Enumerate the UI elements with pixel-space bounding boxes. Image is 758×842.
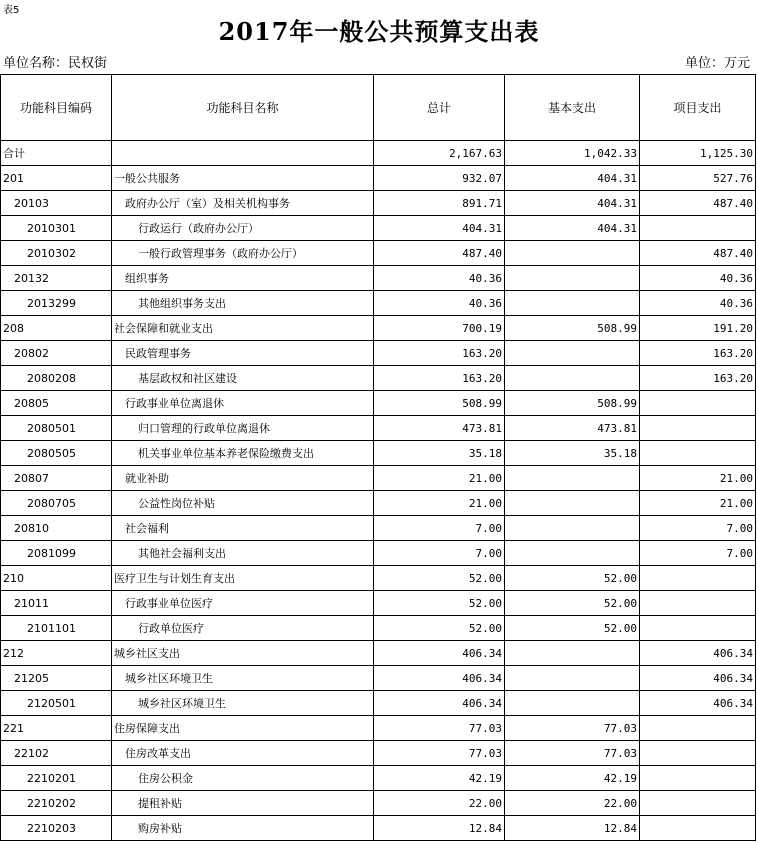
row-basic-cell: 473.81: [505, 416, 640, 441]
row-code-cell: 20807: [1, 466, 112, 491]
header-name: 功能科目名称: [112, 75, 374, 141]
currency-unit-label: 单位：万元: [684, 56, 750, 71]
row-total-cell: 406.34: [374, 691, 505, 716]
row-name-cell: 民政管理事务: [112, 341, 374, 366]
row-basic-cell: 52.00: [505, 591, 640, 616]
row-project-cell: 191.20: [640, 316, 756, 341]
table-row: [1, 191, 756, 216]
row-basic-cell: 508.99: [505, 391, 640, 416]
row-project-cell: [640, 816, 756, 841]
row-name-cell: 其他社会福利支出: [112, 541, 374, 566]
row-name-cell: 城乡社区环境卫生: [112, 666, 374, 691]
row-name-cell: 机关事业单位基本养老保险缴费支出: [112, 441, 374, 466]
row-code-cell: 2080505: [1, 441, 112, 466]
row-total-cell: 22.00: [374, 791, 505, 816]
row-code-cell: 221: [1, 716, 112, 741]
row-code-cell: 2081099: [1, 541, 112, 566]
row-basic-cell: [505, 241, 640, 266]
row-name-cell: 一般行政管理事务（政府办公厅）: [112, 241, 374, 266]
row-code-cell: 2120501: [1, 691, 112, 716]
row-total-cell: 508.99: [374, 391, 505, 416]
row-name-cell: 社会保障和就业支出: [112, 316, 374, 341]
table-row: [1, 441, 756, 466]
row-basic-cell: 52.00: [505, 566, 640, 591]
row-basic-cell: [505, 466, 640, 491]
row-total-cell: 473.81: [374, 416, 505, 441]
row-project-cell: 1,125.30: [640, 141, 756, 166]
row-total-cell: 77.03: [374, 741, 505, 766]
row-total-cell: 42.19: [374, 766, 505, 791]
page-title: 2017年一般公共预算支出表: [218, 17, 540, 46]
table-row: [1, 291, 756, 316]
row-name-cell: 公益性岗位补贴: [112, 491, 374, 516]
row-project-cell: [640, 591, 756, 616]
row-total-cell: 77.03: [374, 716, 505, 741]
row-basic-cell: 404.31: [505, 216, 640, 241]
row-code-cell: 21205: [1, 666, 112, 691]
table-row: [1, 391, 756, 416]
row-project-cell: [640, 741, 756, 766]
row-code-cell: 20802: [1, 341, 112, 366]
row-total-cell: 891.71: [374, 191, 505, 216]
row-project-cell: [640, 616, 756, 641]
row-name-cell: 就业补助: [112, 466, 374, 491]
table-row: [1, 491, 756, 516]
table-row: [1, 641, 756, 666]
row-basic-cell: 1,042.33: [505, 141, 640, 166]
row-basic-cell: 404.31: [505, 166, 640, 191]
row-total-cell: 2,167.63: [374, 141, 505, 166]
row-total-cell: 487.40: [374, 241, 505, 266]
table-row: [1, 316, 756, 341]
row-basic-cell: [505, 266, 640, 291]
table-row: [1, 591, 756, 616]
row-project-cell: 7.00: [640, 516, 756, 541]
row-basic-cell: [505, 491, 640, 516]
row-name-cell: 社会福利: [112, 516, 374, 541]
row-code-cell: 20810: [1, 516, 112, 541]
row-code-cell: 2210203: [1, 816, 112, 841]
row-code-cell: 合计: [1, 141, 112, 166]
table-row: [1, 691, 756, 716]
row-code-cell: 2080208: [1, 366, 112, 391]
row-name-cell: 行政单位医疗: [112, 616, 374, 641]
row-name-cell: 城乡社区环境卫生: [112, 691, 374, 716]
row-project-cell: [640, 716, 756, 741]
row-basic-cell: 508.99: [505, 316, 640, 341]
row-total-cell: 7.00: [374, 516, 505, 541]
row-name-cell: 住房保障支出: [112, 716, 374, 741]
row-name-cell: 医疗卫生与计划生育支出: [112, 566, 374, 591]
row-total-cell: 932.07: [374, 166, 505, 191]
table-row: [1, 766, 756, 791]
row-project-cell: 7.00: [640, 541, 756, 566]
row-basic-cell: 22.00: [505, 791, 640, 816]
header-basic: 基本支出: [505, 75, 640, 141]
row-project-cell: 487.40: [640, 191, 756, 216]
row-project-cell: 406.34: [640, 691, 756, 716]
row-total-cell: 52.00: [374, 591, 505, 616]
table-row: [1, 566, 756, 591]
row-project-cell: [640, 416, 756, 441]
row-code-cell: 2010302: [1, 241, 112, 266]
row-project-cell: 406.34: [640, 666, 756, 691]
row-code-cell: 20103: [1, 191, 112, 216]
row-total-cell: 52.00: [374, 616, 505, 641]
row-name-cell: 行政事业单位医疗: [112, 591, 374, 616]
row-total-cell: 7.00: [374, 541, 505, 566]
row-basic-cell: 42.19: [505, 766, 640, 791]
table-row: [1, 541, 756, 566]
table-row: [1, 791, 756, 816]
row-code-cell: 212: [1, 641, 112, 666]
row-code-cell: 201: [1, 166, 112, 191]
row-total-cell: 40.36: [374, 266, 505, 291]
row-code-cell: 2080705: [1, 491, 112, 516]
row-code-cell: 21011: [1, 591, 112, 616]
row-name-cell: [112, 141, 374, 166]
row-code-cell: 2080501: [1, 416, 112, 441]
row-project-cell: [640, 216, 756, 241]
row-project-cell: [640, 566, 756, 591]
row-code-cell: 210: [1, 566, 112, 591]
row-name-cell: 行政运行（政府办公厅）: [112, 216, 374, 241]
table-row: [1, 266, 756, 291]
row-code-cell: 2210201: [1, 766, 112, 791]
row-total-cell: 404.31: [374, 216, 505, 241]
row-total-cell: 35.18: [374, 441, 505, 466]
row-name-cell: 其他组织事务支出: [112, 291, 374, 316]
row-project-cell: [640, 791, 756, 816]
row-code-cell: 2210202: [1, 791, 112, 816]
row-project-cell: 487.40: [640, 241, 756, 266]
budget-table: [0, 74, 756, 841]
row-basic-cell: [505, 541, 640, 566]
row-total-cell: 12.84: [374, 816, 505, 841]
unit-name-label: 单位名称：民权街: [3, 56, 108, 71]
row-total-cell: 700.19: [374, 316, 505, 341]
table-row: [1, 816, 756, 841]
row-name-cell: 归口管理的行政单位离退休: [112, 416, 374, 441]
table-row: [1, 616, 756, 641]
row-basic-cell: [505, 641, 640, 666]
row-basic-cell: 12.84: [505, 816, 640, 841]
table-row: [1, 741, 756, 766]
table-body: [1, 141, 756, 841]
table-header-row: [1, 75, 756, 141]
row-name-cell: 住房公积金: [112, 766, 374, 791]
row-basic-cell: 404.31: [505, 191, 640, 216]
row-name-cell: 提租补贴: [112, 791, 374, 816]
row-total-cell: 163.20: [374, 341, 505, 366]
table-row: [1, 716, 756, 741]
row-basic-cell: [505, 341, 640, 366]
row-basic-cell: [505, 366, 640, 391]
row-name-cell: 购房补贴: [112, 816, 374, 841]
row-code-cell: 20132: [1, 266, 112, 291]
row-project-cell: [640, 766, 756, 791]
row-name-cell: 组织事务: [112, 266, 374, 291]
row-basic-cell: [505, 691, 640, 716]
row-total-cell: 21.00: [374, 491, 505, 516]
row-basic-cell: 35.18: [505, 441, 640, 466]
row-total-cell: 406.34: [374, 666, 505, 691]
row-basic-cell: 77.03: [505, 741, 640, 766]
row-code-cell: 22102: [1, 741, 112, 766]
row-code-cell: 2101101: [1, 616, 112, 641]
row-basic-cell: [505, 666, 640, 691]
table-row: [1, 166, 756, 191]
table-row: [1, 141, 756, 166]
row-basic-cell: [505, 291, 640, 316]
table-row: [1, 241, 756, 266]
table-row: [1, 216, 756, 241]
row-code-cell: 2013299: [1, 291, 112, 316]
table-row: [1, 666, 756, 691]
header-total: 总计: [374, 75, 505, 141]
row-project-cell: 406.34: [640, 641, 756, 666]
row-project-cell: 40.36: [640, 266, 756, 291]
row-total-cell: 163.20: [374, 366, 505, 391]
row-name-cell: 一般公共服务: [112, 166, 374, 191]
row-name-cell: 基层政权和社区建设: [112, 366, 374, 391]
table-row: [1, 366, 756, 391]
row-name-cell: 行政事业单位离退休: [112, 391, 374, 416]
row-project-cell: 21.00: [640, 491, 756, 516]
row-name-cell: 住房改革支出: [112, 741, 374, 766]
row-project-cell: 163.20: [640, 341, 756, 366]
row-code-cell: 20805: [1, 391, 112, 416]
row-project-cell: [640, 391, 756, 416]
row-total-cell: 40.36: [374, 291, 505, 316]
row-code-cell: 2010301: [1, 216, 112, 241]
row-project-cell: [640, 441, 756, 466]
row-name-cell: 城乡社区支出: [112, 641, 374, 666]
header-project: 项目支出: [640, 75, 756, 141]
row-total-cell: 21.00: [374, 466, 505, 491]
row-name-cell: 政府办公厅（室）及相关机构事务: [112, 191, 374, 216]
row-project-cell: 163.20: [640, 366, 756, 391]
row-total-cell: 52.00: [374, 566, 505, 591]
table-row: [1, 466, 756, 491]
table-number: 表5: [3, 5, 20, 16]
table-row: [1, 341, 756, 366]
row-project-cell: 21.00: [640, 466, 756, 491]
row-project-cell: 40.36: [640, 291, 756, 316]
row-project-cell: 527.76: [640, 166, 756, 191]
row-basic-cell: 52.00: [505, 616, 640, 641]
table-row: [1, 516, 756, 541]
row-total-cell: 406.34: [374, 641, 505, 666]
row-basic-cell: [505, 516, 640, 541]
header-code: 功能科目编码: [1, 75, 112, 141]
row-code-cell: 208: [1, 316, 112, 341]
row-basic-cell: 77.03: [505, 716, 640, 741]
table-row: [1, 416, 756, 441]
